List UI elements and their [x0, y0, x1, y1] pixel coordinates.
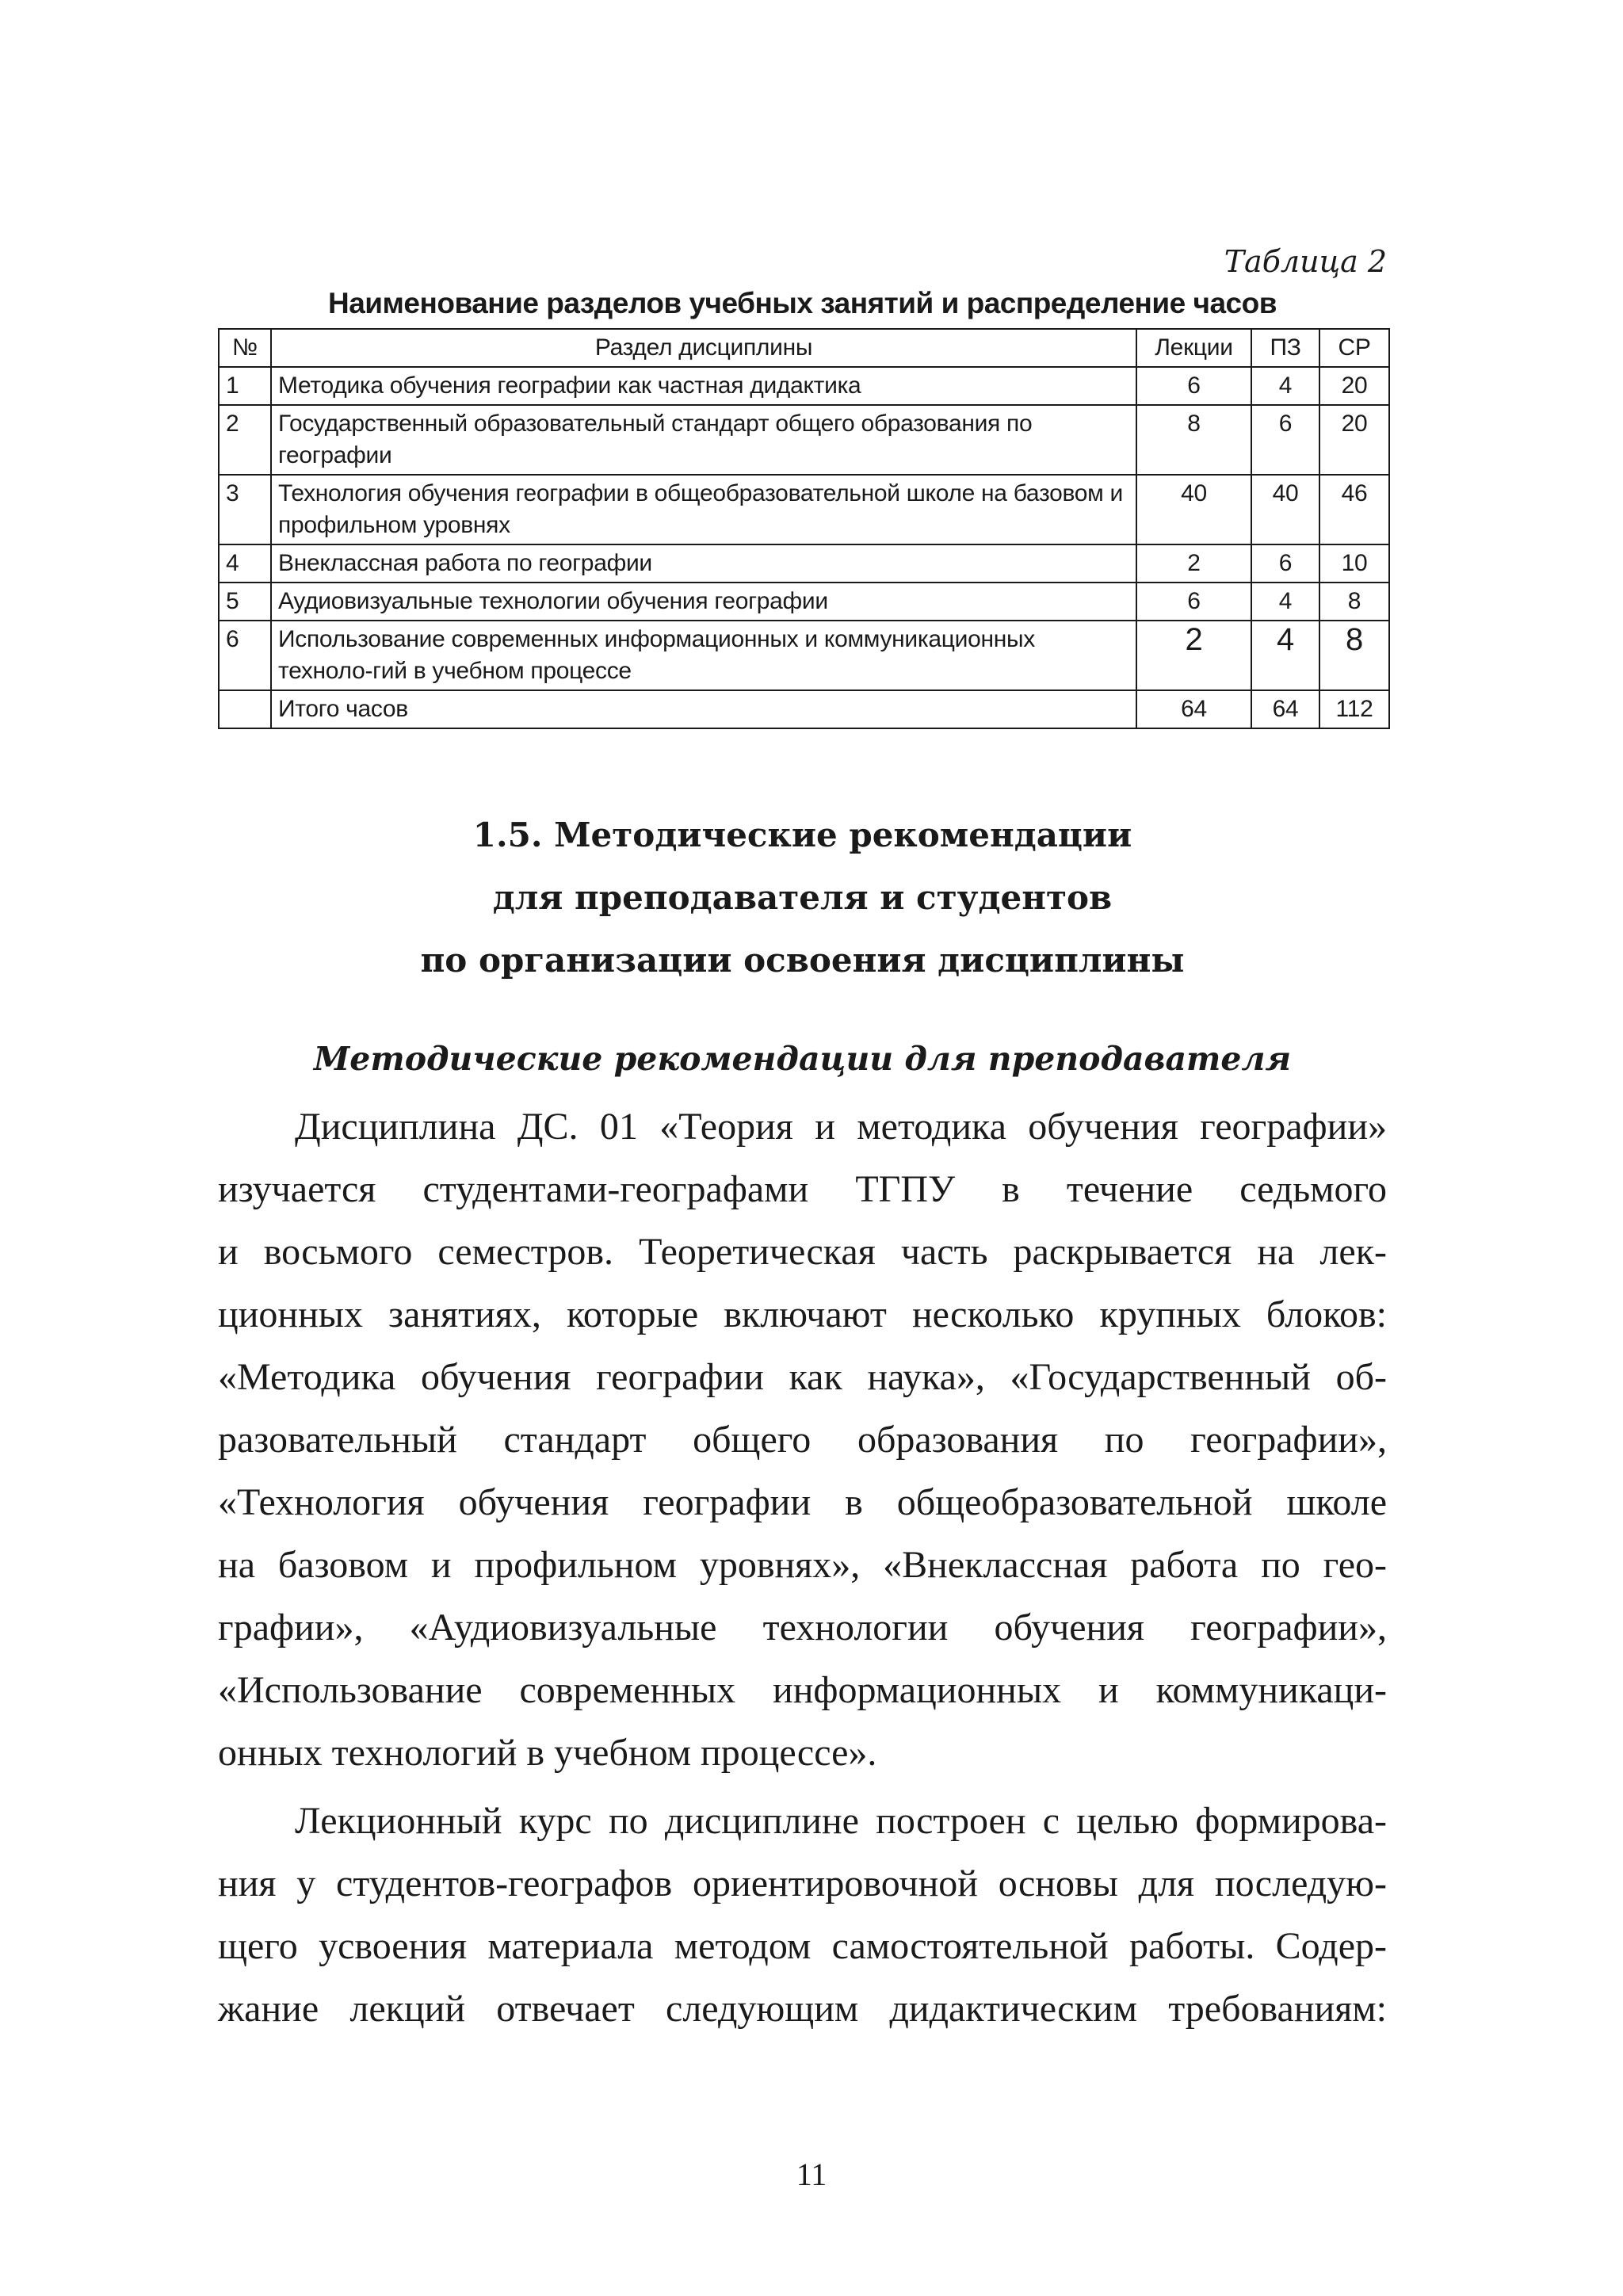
- text-line: ния у студентов-географов ориентировочной основы для последую-: [218, 1862, 1387, 1904]
- row-num: 1: [219, 367, 271, 405]
- page-number: 11: [796, 2157, 827, 2192]
- total-num-empty: [219, 690, 271, 728]
- row-section: Методика обучения географии как частная дидактика: [271, 367, 1136, 405]
- text-line: щего усвоения материала методом самостоятельной работы. Содер-: [218, 1925, 1387, 1967]
- row-num: 6: [219, 621, 271, 690]
- row-lectures: 40: [1136, 475, 1251, 544]
- row-lectures: 6: [1136, 367, 1251, 405]
- row-lectures: 8: [1136, 405, 1251, 475]
- hours-table: [218, 328, 1390, 729]
- table-title: Наименование разделов учебных занятий и распределение часов: [328, 287, 1277, 319]
- paragraph-2: [218, 1790, 1387, 2040]
- header-practice: ПЗ: [1251, 329, 1319, 367]
- row-section: Использование современных информационных и коммуникационных техноло-гий в учебном процессе: [271, 621, 1136, 690]
- row-selfwork: 46: [1319, 475, 1389, 544]
- row-section: Аудиовизуальные технологии обучения географии: [271, 583, 1136, 621]
- table-row: [219, 621, 1389, 690]
- text-line: и восьмого семестров. Теоретическая часть раскрывается на лек-: [218, 1231, 1387, 1273]
- table-row: [219, 367, 1389, 405]
- row-num: 3: [219, 475, 271, 544]
- table-row: [219, 583, 1389, 621]
- text-line: Лекционный курс по дисциплине построен с целью формирова-: [295, 1800, 1387, 1842]
- text-line: Дисциплина ДС. 01 «Теория и методика обучения географии»: [295, 1106, 1387, 1148]
- row-selfwork: 8: [1319, 621, 1389, 690]
- row-selfwork: 20: [1319, 367, 1389, 405]
- row-practice: 4: [1251, 621, 1319, 690]
- text-line: «Технология обучения географии в общеобразовательной школе: [218, 1481, 1387, 1523]
- row-selfwork: 20: [1319, 405, 1389, 475]
- text-line: графии», «Аудиовизуальные технологии обучения географии»,: [218, 1606, 1387, 1648]
- text-line: жание лекций отвечает следующим дидактическим требованиям:: [218, 1988, 1387, 2030]
- header-num: №: [219, 329, 271, 367]
- table-row: [219, 405, 1389, 475]
- table-row: [219, 544, 1389, 583]
- text-line: ционных занятиях, которые включают несколько крупных блоков:: [218, 1293, 1387, 1335]
- table-total-row: [219, 690, 1389, 728]
- text-line: онных технологий в учебном процессе».: [218, 1732, 877, 1774]
- row-practice: 6: [1251, 405, 1319, 475]
- row-section: Государственный образовательный стандарт общего образования по географии: [271, 405, 1136, 475]
- section-heading: [218, 804, 1387, 991]
- subheading: Методические рекомендации для преподавателя: [313, 1040, 1292, 1078]
- row-practice: 4: [1251, 583, 1319, 621]
- row-lectures: 2: [1136, 621, 1251, 690]
- table-header-row: [219, 329, 1389, 367]
- row-num: 5: [219, 583, 271, 621]
- row-num: 2: [219, 405, 271, 475]
- paragraph-1: [218, 1095, 1387, 1784]
- row-practice: 40: [1251, 475, 1319, 544]
- text-line: изучается студентами-географами ТГПУ в течение седьмого: [218, 1168, 1387, 1210]
- row-lectures: 6: [1136, 583, 1251, 621]
- row-practice: 6: [1251, 544, 1319, 583]
- table-row: [219, 475, 1389, 544]
- text-line: «Методика обучения географии как наука», «Государственный об-: [218, 1356, 1387, 1398]
- row-selfwork: 10: [1319, 544, 1389, 583]
- total-label: Итого часов: [271, 690, 1136, 728]
- total-lectures: 64: [1136, 690, 1251, 728]
- row-section: Внеклассная работа по географии: [271, 544, 1136, 583]
- section-heading-line: для преподавателя и студентов: [492, 878, 1113, 917]
- header-selfwork: СР: [1319, 329, 1389, 367]
- text-line: на базовом и профильном уровнях», «Внеклассная работа по гео-: [218, 1544, 1387, 1586]
- row-practice: 4: [1251, 367, 1319, 405]
- row-lectures: 2: [1136, 544, 1251, 583]
- row-section: Технология обучения географии в общеобразовательной школе на базовом и профильном уровнях: [271, 475, 1136, 544]
- text-line: разовательный стандарт общего образования по географии»,: [218, 1419, 1387, 1461]
- header-section: Раздел дисциплины: [271, 329, 1136, 367]
- row-num: 4: [219, 544, 271, 583]
- text-line: «Использование современных информационных и коммуникаци-: [218, 1669, 1387, 1711]
- section-heading-line: по организации освоения дисциплины: [420, 941, 1185, 980]
- table-caption: Таблица 2: [1224, 244, 1387, 279]
- header-lectures: Лекции: [1136, 329, 1251, 367]
- section-heading-line: 1.5. Методические рекомендации: [472, 816, 1132, 854]
- total-selfwork: 112: [1319, 690, 1389, 728]
- total-practice: 64: [1251, 690, 1319, 728]
- row-selfwork: 8: [1319, 583, 1389, 621]
